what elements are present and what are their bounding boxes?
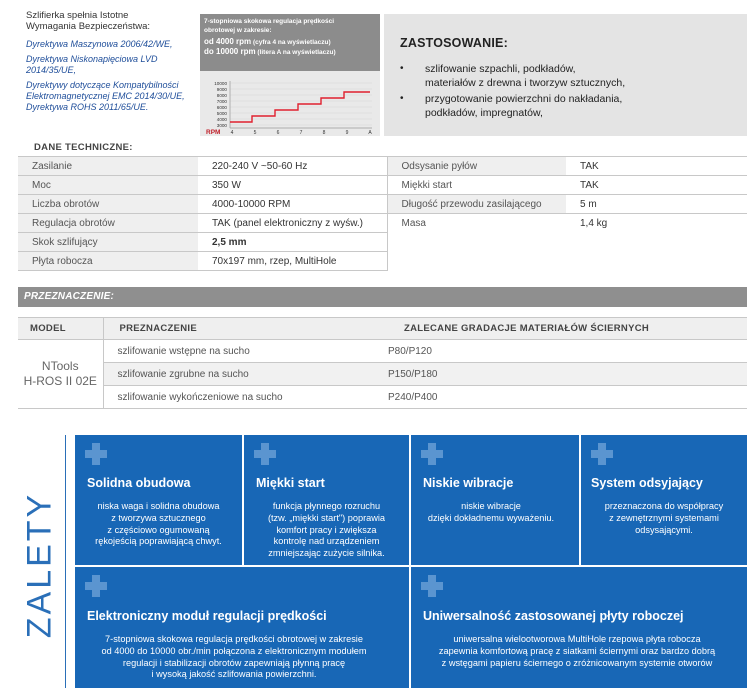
speed-min-note: (cyfra 4 na wyświetlaczu) [252, 39, 331, 46]
usage-title: ZASTOSOWANIE: [400, 36, 508, 50]
model-cell [18, 340, 103, 409]
usage-line: szlifowanie szpachli, podkładów, [425, 63, 576, 75]
y-tick-label: 6000 [216, 104, 227, 110]
y-tick-label: 7000 [216, 98, 227, 104]
grit-cell: P150/P180 [388, 363, 747, 386]
y-tick-label: 5000 [216, 110, 227, 116]
tile-line: zapewnia komfortową pracę z siatkami ściernymi oraz bardzo dobrą [438, 645, 716, 656]
spec-key: Płyta robocza [18, 252, 198, 271]
directive-line: Elektromagnetycznej EMC 2014/30/UE, [26, 91, 185, 101]
directive-line: Dyrektywa Maszynowa 2006/42/WE, [26, 39, 173, 49]
advantage-tile-vibration [411, 435, 579, 565]
usage-line: materiałów z drewna i tworzyw sztucznych, [425, 77, 626, 89]
plus-icon [421, 443, 443, 465]
purpose-cell: szlifowanie zgrubne na sucho [103, 363, 388, 386]
spec-value: 1,4 kg [566, 214, 747, 233]
advantage-tile-extraction [581, 435, 747, 565]
advantages-label [20, 490, 60, 640]
safety-info [26, 10, 198, 113]
tile-title: Uniwersalność zastosowanej płyty roboczej [423, 609, 684, 623]
tech-table [18, 156, 747, 271]
spec-value: TAK (panel elektroniczny z wyśw.) [198, 214, 387, 233]
speed-max-note: (litera A na wyświetlaczu) [257, 49, 336, 56]
advantages-label-text: ZALETY [20, 491, 59, 639]
spec-key: Zasilanie [18, 157, 198, 176]
x-tick-label: 9 [345, 130, 349, 136]
advantage-tile-speed-module [75, 567, 409, 688]
spec-value [566, 233, 747, 252]
advantage-tile-pad [411, 567, 747, 688]
table-row [18, 157, 747, 176]
tile-line: uniwersalna wielootworowa MultiHole rzepowa płyta robocza [453, 634, 701, 644]
tile-line: z wstęgami papieru ściernego o zróżnicowanym systemie otworów [441, 657, 713, 668]
directive-line: 2014/35/UE, [26, 65, 77, 75]
x-tick-label: 4 [230, 130, 234, 136]
x-tick-label: 8 [322, 130, 326, 136]
purpose-cell: szlifowanie wstępne na sucho [103, 340, 388, 363]
purpose-title: PRZEZNACZENIE: [18, 287, 747, 307]
tile-text [581, 501, 747, 536]
column-header: PREZNACZENIE [103, 318, 388, 340]
bullet-icon: • [400, 63, 404, 74]
speed-line [204, 47, 376, 57]
plus-icon [85, 443, 107, 465]
spec-key: Masa [387, 214, 566, 233]
y-tick-label: 9000 [216, 86, 227, 92]
tile-text [244, 501, 409, 560]
model-line: H-ROS II 02E [23, 374, 97, 388]
tile-line: regulacji i stabilizacji obrotów zapewniają płynną pracę [122, 657, 346, 668]
column-header: MODEL [18, 318, 103, 340]
y-tick-label: 3000 [216, 122, 227, 128]
spec-value [566, 252, 747, 271]
speed-line [204, 37, 376, 47]
plus-icon [421, 575, 443, 597]
advantage-tile-softstart [244, 435, 409, 565]
directive-line: Dyrektywy dotyczące Kompatybilności [26, 80, 179, 90]
advantages-divider [65, 435, 66, 688]
tile-line: komfort pracy i zwiększa [276, 524, 377, 535]
tile-line: przeznaczona do współpracy [604, 501, 724, 511]
bullet-icon: • [400, 93, 404, 104]
table-row [18, 252, 747, 271]
tile-line: i wysoką jakość szlifowania powierzchni. [151, 669, 317, 680]
column-header: ZALECANE GRADACJE MATERIAŁÓW ŚCIERNYCH [388, 318, 747, 340]
purpose-table [18, 317, 747, 409]
spec-value: 70x197 mm, rzep, MultiHole [198, 252, 387, 271]
table-row [18, 214, 747, 233]
speed-step-chart [200, 76, 380, 136]
spec-value: 2,5 mm [198, 233, 387, 252]
spec-key: Długość przewodu zasilającego [387, 195, 566, 214]
spec-key [387, 252, 566, 271]
grit-cell: P80/P120 [388, 340, 747, 363]
directive-line: Dyrektywa Niskonapięciowa LVD [26, 54, 158, 64]
spec-key: Miękki start [387, 176, 566, 195]
table-header-row [18, 318, 747, 340]
spec-key: Liczba obrotów [18, 195, 198, 214]
tile-text [411, 634, 743, 669]
spec-value: 220-240 V ~50-60 Hz [198, 157, 387, 176]
directive [26, 39, 198, 50]
tile-line: zmniejszając zużycie silnika. [268, 548, 385, 559]
spec-value: 4000-10000 RPM [198, 195, 387, 214]
tile-title: Miękki start [256, 476, 325, 490]
rpm-axis-label: RPM [206, 129, 221, 136]
directive [26, 54, 198, 76]
table-row [18, 363, 747, 386]
usage-line: przygotowanie powierzchni do nakładania, [425, 93, 623, 105]
usage-list [400, 62, 747, 120]
spec-key: Moc [18, 176, 198, 195]
x-tick-label: 6 [276, 130, 280, 136]
purpose-cell: szlifowanie wykończeniowe na sucho [103, 386, 388, 409]
table-row [18, 176, 747, 195]
tile-title: Elektroniczny moduł regulacji prędkości [87, 609, 327, 623]
tile-line: od 4000 do 10000 obr./min połączona z elektronicznym modułem [101, 645, 367, 656]
y-tick-label: 10000 [214, 80, 227, 86]
tile-line: z tworzywa sztucznego [111, 512, 206, 523]
plus-icon [254, 443, 276, 465]
spec-value: TAK [566, 157, 747, 176]
usage-line: podkładów, impregnatów, [425, 107, 543, 119]
tile-line: niskie wibracje [461, 501, 521, 511]
tile-text [411, 501, 571, 525]
speed-line: obrotowej w zakresie: [204, 27, 272, 34]
speed-max: do 10000 rpm [204, 47, 256, 56]
usage-box [384, 14, 747, 136]
spec-value: TAK [566, 176, 747, 195]
speed-min: od 4000 rpm [204, 37, 252, 46]
y-tick-label: 4000 [216, 116, 227, 122]
tile-line: niska waga i solidna obudowa [97, 501, 220, 511]
speed-description [200, 14, 380, 71]
speed-regulation-box [200, 14, 380, 136]
table-row [18, 386, 747, 409]
top-section [0, 0, 747, 136]
tile-title: Solidna obudowa [87, 476, 191, 490]
list-item [400, 92, 747, 120]
spec-value: 350 W [198, 176, 387, 195]
safety-heading [26, 10, 198, 32]
spec-key: Odsysanie pyłów [387, 157, 566, 176]
tile-title: System odsyjający [591, 476, 703, 490]
tile-line: odsysającymi. [635, 524, 693, 535]
table-row [18, 195, 747, 214]
tile-title: Niskie wibracje [423, 476, 514, 490]
spec-value: 5 m [566, 195, 747, 214]
tile-line: z częściowo ogumowaną [107, 524, 210, 535]
tile-line: rękojeścią poprawiającą chwyt. [95, 536, 222, 547]
tile-line: funkcja płynnego rozruchu [272, 501, 381, 511]
spec-key [387, 233, 566, 252]
spec-key: Regulacja obrotów [18, 214, 198, 233]
tile-text [75, 501, 242, 548]
tile-line: kontrolę nad urządzeniem [273, 536, 380, 547]
tile-line: (tzw. „miękki start") poprawia [267, 512, 386, 523]
plus-icon [85, 575, 107, 597]
tile-text [75, 634, 393, 681]
table-row [18, 233, 747, 252]
y-tick-label: 8000 [216, 92, 227, 98]
table-row [18, 340, 747, 363]
directive-line: Dyrektywa ROHS 2011/65/UE. [26, 102, 149, 112]
x-tick-label: 7 [299, 130, 303, 136]
safety-heading-line: Szlifierka spełnia Istotne [26, 10, 129, 21]
advantage-tile-housing [75, 435, 242, 565]
plus-icon [591, 443, 613, 465]
tile-line: z zewnętrznymi systemami [609, 512, 719, 523]
tech-title: DANE TECHNICZNE: [34, 142, 133, 153]
tile-line: 7-stopniowa skokowa regulacja prędkości obrotowej w zakresie [105, 634, 363, 644]
safety-heading-line: Wymagania Bezpieczeństwa: [26, 21, 151, 32]
directive [26, 80, 198, 113]
x-tick-label: 5 [253, 130, 257, 136]
x-tick-label: A [368, 130, 372, 136]
grit-cell: P240/P400 [388, 386, 747, 409]
tile-line: dzięki dokładnemu wyważeniu. [427, 512, 555, 523]
model-line: NTools [41, 359, 79, 373]
spec-key: Skok szlifujący [18, 233, 198, 252]
speed-line: 7-stopniowa skokowa regulacja prędkości [204, 18, 335, 25]
list-item [400, 62, 747, 90]
